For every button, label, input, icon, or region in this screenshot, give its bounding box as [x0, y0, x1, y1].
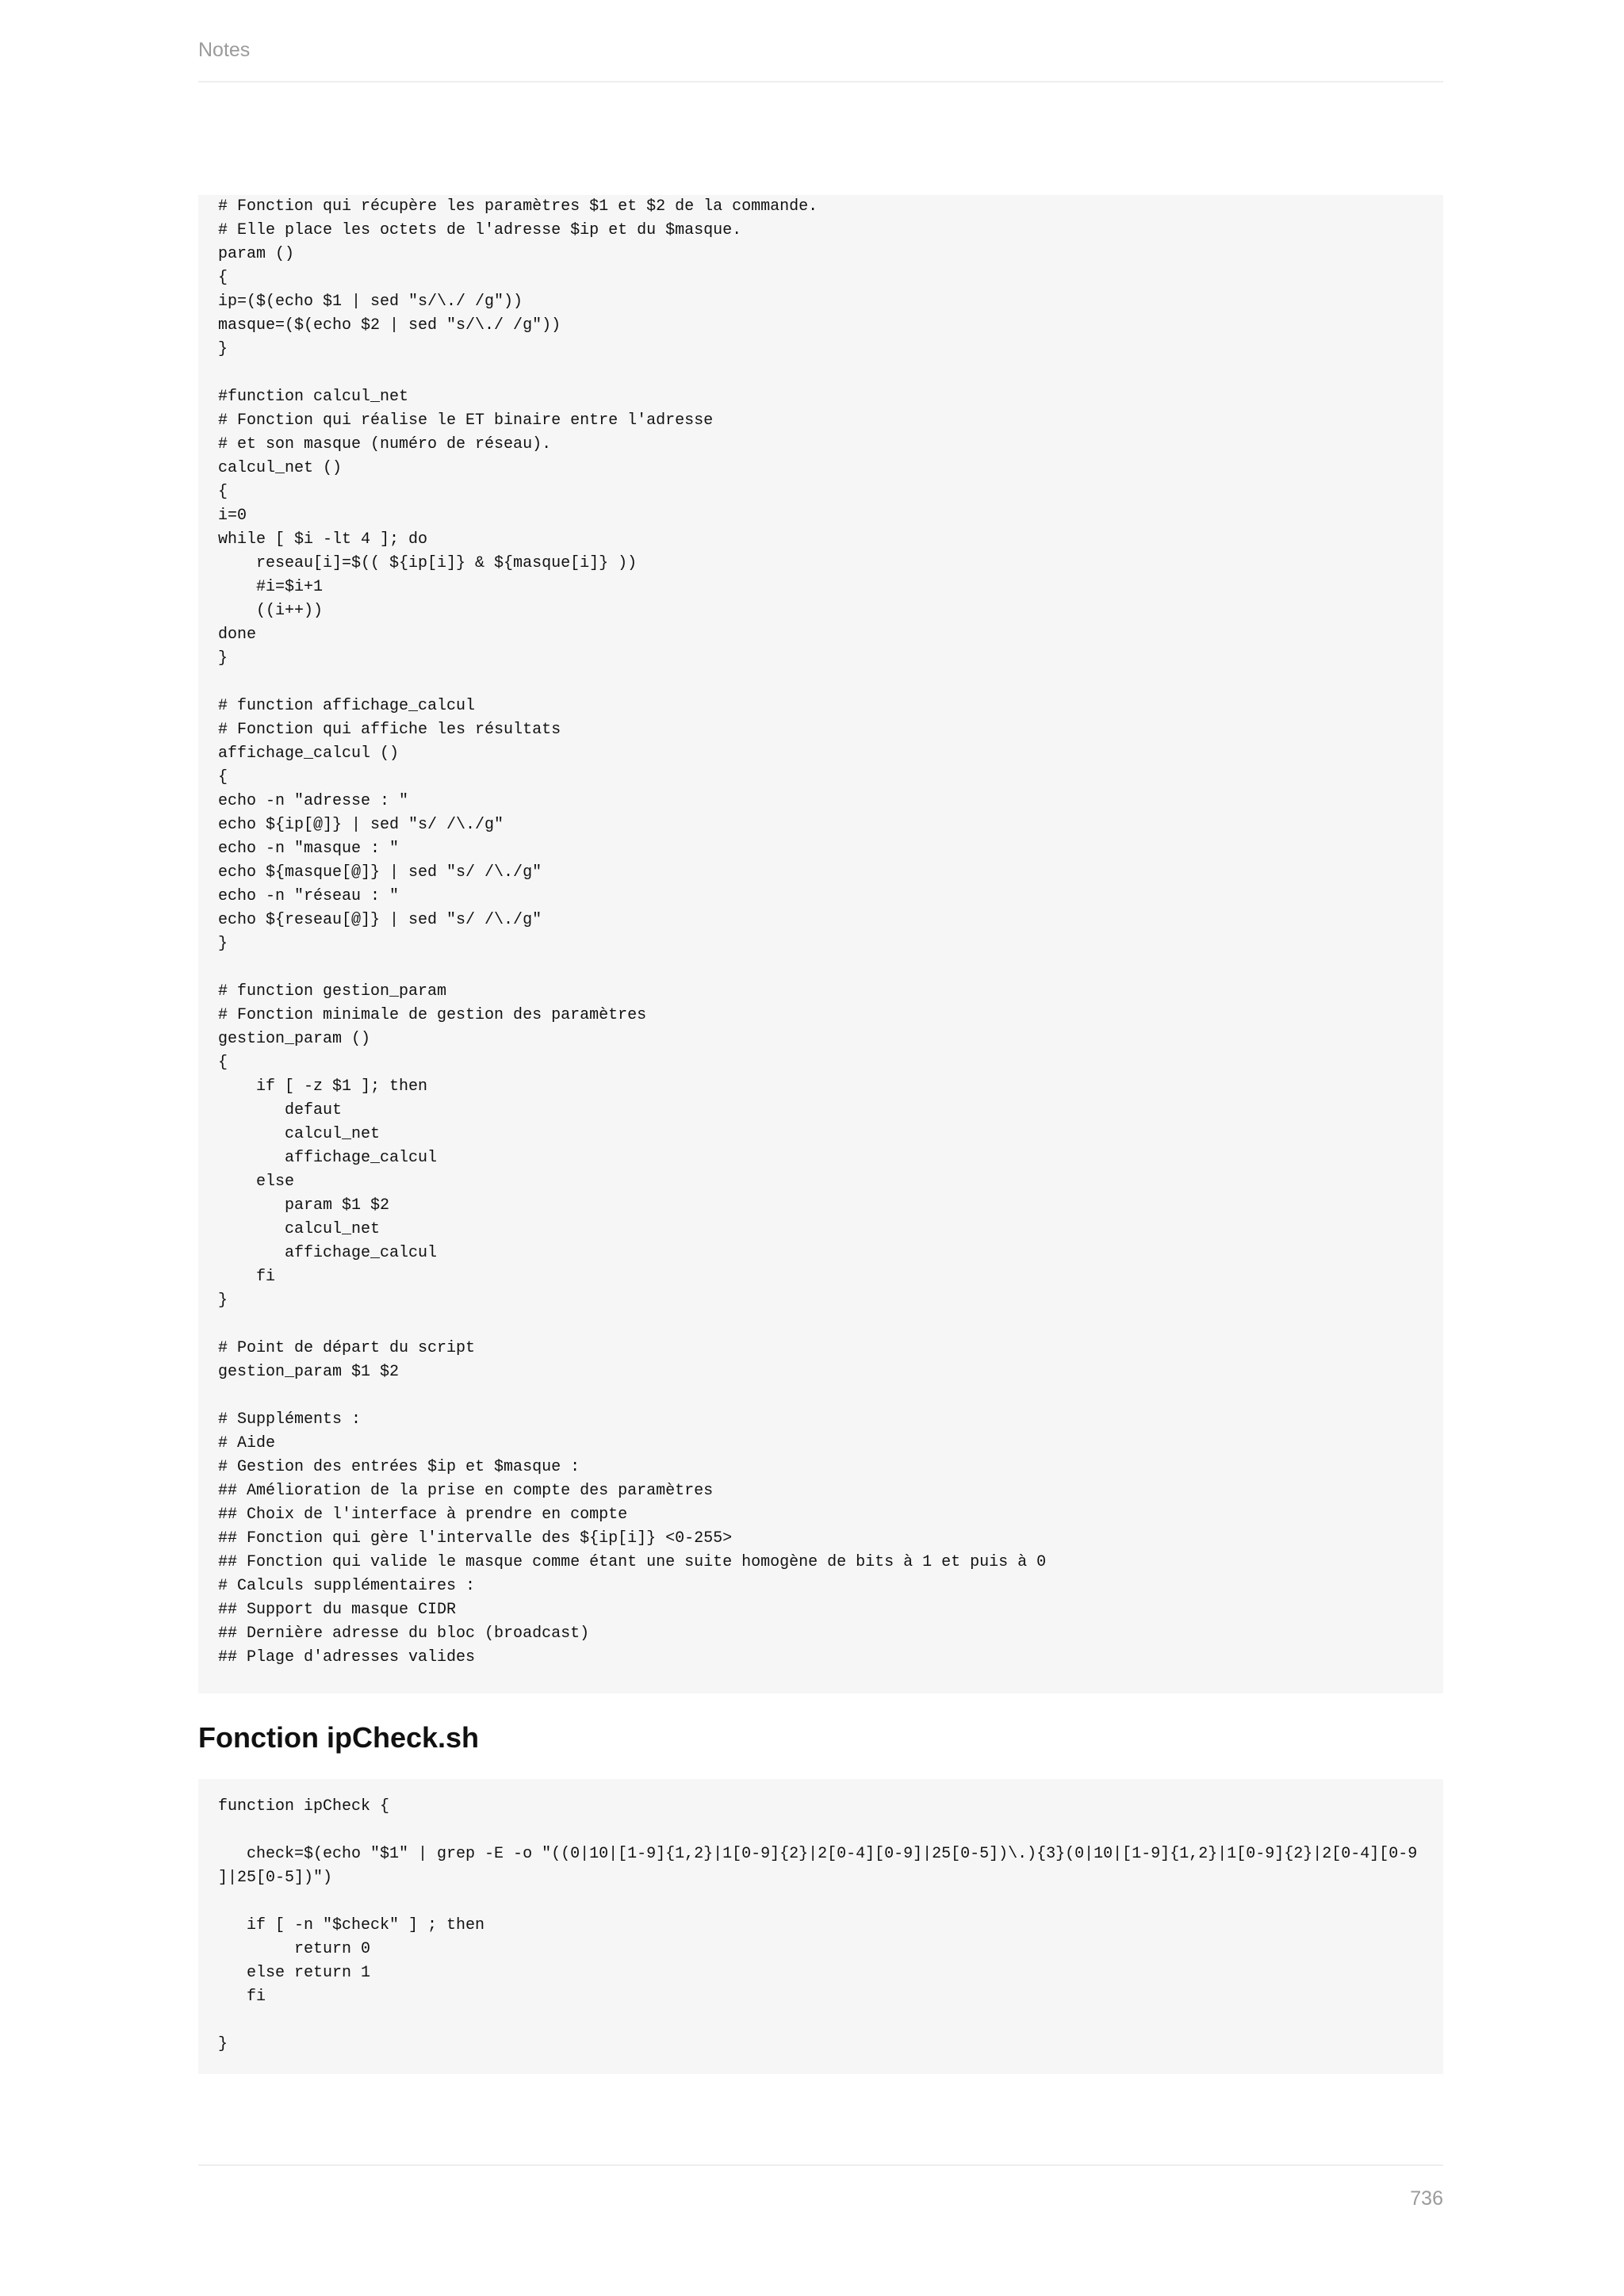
code-block-ipcheck: function ipCheck { check=$(echo "$1" | grep -E -o "((0|10|[1-9]{1,2}|1[0-9]{2}|2[0-4][0-9]|25[0-5])\.){3}(0|10|[1-9]{1,2}|1[0-9]{2}|2[0-4][0-9 ]|25[0-5])") if [ -n "$check" ] ; then return 0 else return 1 fi }	[198, 1779, 1443, 2074]
page-footer	[198, 2164, 1443, 2210]
code-block-script: # Fonction qui récupère les paramètres $1 et $2 de la commande. # Elle place les octets de l'adresse $ip et du $masque. param () { ip=($(echo $1 | sed "s/\./ /g")) masque=($(echo $2 | sed "s/\./ /g")) } #function calcul_net # Fonction qui réalise le ET binaire entre l'adresse # et son masque (numéro de réseau). calcul_net () { i=0 while [ $i -lt 4 ]; do reseau[i]=$(( ${ip[i]} & ${masque[i]} )) #i=$i+1 ((i++)) done } # function affichage_calcul # Fonction qui affiche les résultats affichage_calcul () { echo -n "adresse : " echo ${ip[@]} | sed "s/ /\./g" echo -n "masque : " echo ${masque[@]} | sed "s/ /\./g" echo -n "réseau : " echo ${reseau[@]} | sed "s/ /\./g" } # function gestion_param # Fonction minimale de gestion des paramètres gestion_param () { if [ -z $1 ]; then defaut calcul_net affichage_calcul else param $1 $2 calcul_net affichage_calcul fi } # Point de départ du script gestion_param $1 $2 # Suppléments : # Aide # Gestion des entrées $ip et $masque : ## Amélioration de la prise en compte des paramètres ## Choix de l'interface à prendre en compte ## Fonction qui gère l'intervalle des ${ip[i]} <0-255> ## Fonction qui valide le masque comme étant une suite homogène de bits à 1 et puis à 0 # Calculs supplémentaires : ## Support du masque CIDR ## Dernière adresse du bloc (broadcast) ## Plage d'adresses valides	[198, 195, 1443, 1693]
section-heading: Fonction ipCheck.sh	[198, 1721, 480, 1754]
page-header	[198, 36, 1443, 82]
running-header-title: Notes	[198, 39, 251, 61]
page-number: 736	[1410, 2187, 1443, 2210]
